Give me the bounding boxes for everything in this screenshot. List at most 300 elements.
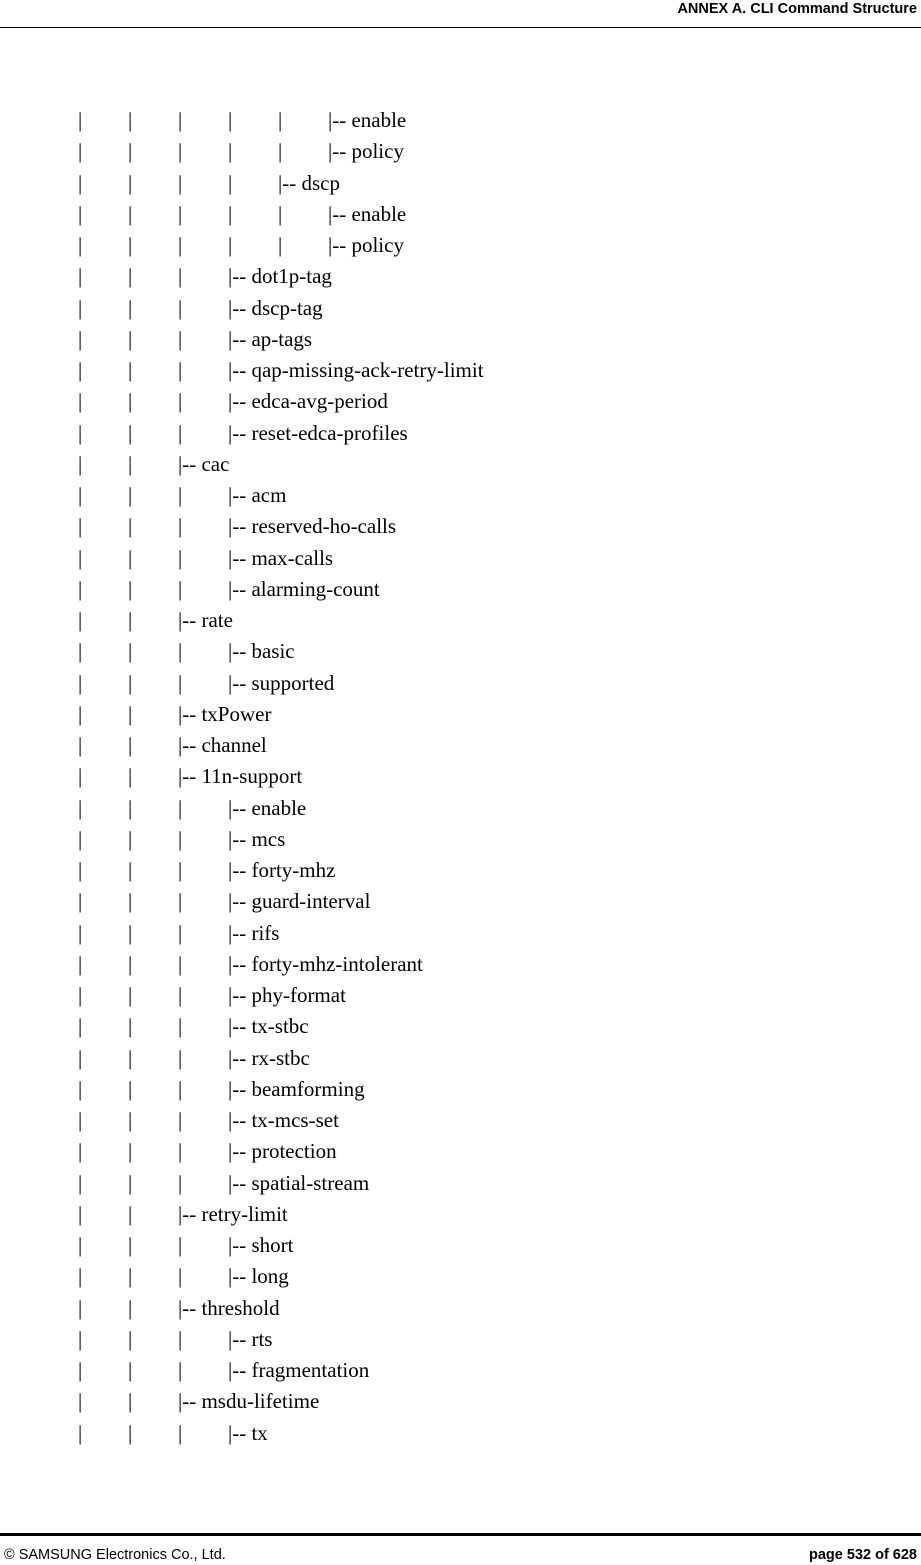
tree-branch-glyph: | [78, 326, 83, 351]
tree-branch-glyph: | [78, 264, 83, 289]
tree-branch-glyph: | [78, 545, 83, 570]
tree-node-label: protection [251, 1139, 337, 1164]
tree-node-prefix: |-- [228, 514, 252, 539]
tree-node-prefix: |-- [228, 983, 252, 1007]
tree-node [228, 1077, 365, 1101]
tree-branch-glyph: | [78, 608, 83, 632]
tree-node-label: alarming-count [251, 576, 380, 601]
tree-node-label: rifs [251, 920, 280, 945]
tree-node-label: basic [251, 639, 295, 664]
tree-node-label: rate [201, 608, 233, 632]
footer-page-number: page 532 of 628 [809, 1547, 917, 1563]
tree-node [228, 983, 346, 1007]
tree-node [228, 639, 295, 663]
tree-branch-glyph: | [128, 826, 133, 851]
tree-node-label: long [251, 1264, 289, 1289]
tree-branch-glyph: | [178, 139, 183, 164]
tree-node [228, 889, 370, 913]
tree-branch-glyph: | [78, 1326, 83, 1351]
tree-branch-glyph: | [178, 983, 183, 1007]
tree-node-prefix: |-- [228, 545, 252, 570]
tree-node-prefix: |-- [178, 608, 202, 632]
tree-node-prefix: |-- [228, 1045, 252, 1070]
tree-branch-glyph: | [78, 576, 83, 601]
tree-node-label: max-calls [251, 545, 334, 570]
tree-branch-glyph: | [78, 889, 83, 914]
tree-branch-glyph: | [228, 201, 233, 226]
tree-line [0, 886, 921, 917]
tree-line [0, 199, 921, 230]
tree-branch-glyph: | [78, 1108, 83, 1132]
tree-branch-glyph: | [128, 701, 133, 726]
tree-branch-glyph: | [78, 858, 83, 882]
tree-line [0, 355, 921, 386]
tree-branch-glyph: | [78, 1295, 83, 1320]
tree-node-prefix: |-- [228, 1358, 252, 1382]
tree-branch-glyph: | [128, 639, 133, 664]
tree-branch-glyph: | [228, 170, 233, 195]
tree-branch-glyph: | [178, 1045, 183, 1070]
tree-branch-glyph: | [178, 889, 183, 914]
tree-node-prefix: |-- [178, 1389, 202, 1414]
tree-line [0, 824, 921, 855]
tree-line [0, 480, 921, 511]
tree-branch-glyph: | [78, 951, 83, 976]
tree-branch-glyph: | [128, 483, 133, 507]
tree-branch-glyph: | [178, 670, 183, 695]
tree-branch-glyph: | [78, 389, 83, 414]
tree-line [0, 668, 921, 699]
tree-branch-glyph: | [78, 1358, 83, 1382]
tree-branch-glyph: | [78, 1420, 83, 1445]
tree-node-label: 11n-support [201, 764, 303, 789]
tree-node-prefix: |-- [228, 358, 252, 382]
tree-line [0, 1386, 921, 1417]
tree-branch-glyph: | [128, 358, 133, 382]
tree-branch-glyph: | [228, 108, 233, 132]
tree-node [178, 608, 233, 632]
tree-node-prefix: |-- [228, 889, 252, 914]
tree-node [228, 1264, 289, 1288]
tree-branch-glyph: | [278, 201, 283, 226]
tree-branch-glyph: | [178, 951, 183, 976]
tree-branch-glyph: | [178, 201, 183, 226]
tree-branch-glyph: | [78, 1076, 83, 1101]
tree-node-prefix: |-- [228, 1264, 252, 1289]
tree-line [0, 511, 921, 542]
tree-branch-glyph: | [178, 170, 183, 195]
tree-branch-glyph: | [178, 1076, 183, 1101]
tree-branch-glyph: | [78, 670, 83, 695]
tree-branch-glyph: | [78, 451, 83, 476]
tree-node-prefix: |-- [228, 858, 252, 882]
tree-node [228, 1421, 268, 1445]
tree-node-label: enable [251, 795, 307, 820]
tree-node-prefix: |-- [228, 1326, 252, 1351]
tree-node [228, 796, 306, 820]
tree-node-label: txPower [201, 701, 272, 726]
tree-node [228, 546, 333, 570]
tree-branch-glyph: | [128, 1358, 133, 1382]
tree-node [228, 296, 323, 320]
tree-node [228, 1108, 339, 1132]
tree-branch-glyph: | [178, 1108, 183, 1132]
tree-branch-glyph: | [178, 1264, 183, 1289]
tree-line [0, 793, 921, 824]
tree-node [328, 139, 404, 163]
tree-node-prefix: |-- [328, 201, 352, 226]
tree-line [0, 1418, 921, 1449]
tree-branch-glyph: | [178, 1170, 183, 1195]
tree-branch-glyph: | [128, 389, 133, 414]
tree-branch-glyph: | [228, 139, 233, 164]
tree-node-label: threshold [201, 1295, 280, 1320]
tree-branch-glyph: | [78, 295, 83, 320]
tree-node [228, 671, 334, 695]
tree-node-prefix: |-- [228, 1108, 252, 1132]
tree-node-prefix: |-- [228, 920, 252, 945]
tree-branch-glyph: | [178, 295, 183, 320]
tree-branch-glyph: | [128, 1014, 133, 1039]
tree-branch-glyph: | [78, 483, 83, 507]
tree-branch-glyph: | [128, 1326, 133, 1351]
tree-branch-glyph: | [178, 639, 183, 664]
tree-line [0, 699, 921, 730]
tree-node-prefix: |-- [278, 170, 302, 195]
tree-branch-glyph: | [78, 1170, 83, 1195]
tree-node-label: spatial-stream [251, 1170, 370, 1195]
tree-branch-glyph: | [128, 170, 133, 195]
tree-node [228, 327, 312, 351]
tree-branch-glyph: | [78, 983, 83, 1007]
tree-node [228, 389, 388, 413]
tree-node [228, 1046, 310, 1070]
tree-line [0, 1011, 921, 1042]
tree-branch-glyph: | [128, 1264, 133, 1289]
tree-line [0, 1293, 921, 1324]
footer-copyright: © SAMSUNG Electronics Co., Ltd. [4, 1547, 226, 1563]
tree-node-label: cac [201, 451, 230, 476]
tree-node [228, 827, 285, 851]
tree-node [328, 233, 404, 257]
tree-line [0, 261, 921, 292]
tree-line [0, 605, 921, 636]
tree-branch-glyph: | [128, 1233, 133, 1257]
tree-branch-glyph: | [128, 326, 133, 351]
tree-branch-glyph: | [78, 1201, 83, 1226]
tree-node-label: dscp [301, 170, 340, 195]
tree-branch-glyph: | [128, 545, 133, 570]
tree-line [0, 761, 921, 792]
tree-branch-glyph: | [178, 358, 183, 382]
tree-node [228, 358, 484, 382]
tree-node-prefix: |-- [228, 1170, 252, 1195]
tree-node-label: policy [351, 233, 404, 257]
tree-branch-glyph: | [178, 108, 183, 132]
tree-branch-glyph: | [128, 733, 133, 757]
tree-branch-glyph: | [178, 1139, 183, 1164]
tree-branch-glyph: | [78, 1389, 83, 1414]
tree-branch-glyph: | [128, 1076, 133, 1101]
tree-node-prefix: |-- [228, 639, 252, 664]
tree-branch-glyph: | [78, 826, 83, 851]
tree-line [0, 730, 921, 761]
tree-branch-glyph: | [78, 420, 83, 445]
tree-node-prefix: |-- [228, 670, 252, 695]
tree-branch-glyph: | [128, 1420, 133, 1445]
tree-line [0, 105, 921, 136]
tree-branch-glyph: | [128, 295, 133, 320]
tree-node [228, 577, 380, 601]
tree-node [228, 1327, 272, 1351]
tree-line [0, 293, 921, 324]
tree-line [0, 1136, 921, 1167]
tree-node-prefix: |-- [228, 420, 252, 445]
tree-line [0, 574, 921, 605]
tree-node-prefix: |-- [228, 1233, 252, 1257]
tree-node-label: fragmentation [251, 1358, 370, 1382]
tree-node [228, 1358, 369, 1382]
tree-node [328, 108, 406, 132]
tree-node-label: tx-stbc [251, 1014, 309, 1039]
tree-branch-glyph: | [128, 576, 133, 601]
tree-node [278, 171, 340, 195]
tree-node-prefix: |-- [228, 1014, 252, 1039]
tree-node-prefix: |-- [228, 1420, 252, 1445]
tree-branch-glyph: | [128, 1295, 133, 1320]
tree-branch-glyph: | [78, 795, 83, 820]
tree-branch-glyph: | [78, 1139, 83, 1164]
tree-branch-glyph: | [278, 233, 283, 257]
tree-node-label: forty-mhz-intolerant [251, 951, 423, 976]
tree-node [178, 702, 271, 726]
tree-branch-glyph: | [128, 670, 133, 695]
tree-node-prefix: |-- [228, 1139, 252, 1164]
tree-line [0, 168, 921, 199]
tree-node [228, 858, 335, 882]
tree-line [0, 1355, 921, 1386]
tree-branch-glyph: | [128, 420, 133, 445]
tree-node-prefix: |-- [228, 826, 252, 851]
tree-branch-glyph: | [128, 608, 133, 632]
tree-node-label: phy-format [251, 983, 346, 1007]
tree-branch-glyph: | [128, 233, 133, 257]
tree-branch-glyph: | [128, 264, 133, 289]
tree-line [0, 1199, 921, 1230]
tree-branch-glyph: | [128, 889, 133, 914]
tree-node-label: acm [251, 483, 287, 507]
tree-node-label: guard-interval [251, 889, 371, 914]
tree-node-prefix: |-- [228, 1076, 252, 1101]
tree-node [228, 1139, 337, 1163]
tree-branch-glyph: | [128, 858, 133, 882]
tree-branch-glyph: | [128, 1139, 133, 1164]
tree-node [178, 764, 302, 788]
tree-node-label: reserved-ho-calls [251, 514, 397, 539]
tree-node [178, 452, 229, 476]
tree-node [228, 264, 332, 288]
tree-node-prefix: |-- [178, 733, 202, 757]
tree-node-label: dot1p-tag [251, 264, 332, 289]
tree-line [0, 918, 921, 949]
tree-branch-glyph: | [128, 451, 133, 476]
tree-line [0, 1324, 921, 1355]
tree-node [228, 483, 286, 507]
tree-branch-glyph: | [178, 1233, 183, 1257]
tree-node-prefix: |-- [178, 1295, 202, 1320]
tree-branch-glyph: | [128, 139, 133, 164]
tree-line [0, 1168, 921, 1199]
tree-node-label: dscp-tag [251, 295, 323, 320]
tree-node-label: tx [251, 1420, 268, 1445]
tree-node [178, 733, 267, 757]
tree-node-label: qap-missing-ack-retry-limit [251, 358, 484, 382]
tree-node-label: short [251, 1233, 294, 1257]
tree-branch-glyph: | [178, 920, 183, 945]
tree-line [0, 418, 921, 449]
tree-line [0, 855, 921, 886]
tree-branch-glyph: | [128, 201, 133, 226]
tree-line [0, 543, 921, 574]
tree-node [228, 1014, 309, 1038]
tree-line [0, 1074, 921, 1105]
tree-node-label: enable [351, 108, 407, 132]
tree-branch-glyph: | [78, 514, 83, 539]
tree-node-prefix: |-- [228, 389, 252, 414]
running-header-title: ANNEX A. CLI Command Structure [677, 1, 917, 17]
tree-node-label: reset-edca-profiles [251, 420, 408, 445]
tree-branch-glyph: | [128, 1170, 133, 1195]
tree-node-prefix: |-- [228, 951, 252, 976]
tree-branch-glyph: | [78, 639, 83, 664]
tree-branch-glyph: | [178, 483, 183, 507]
tree-branch-glyph: | [78, 358, 83, 382]
tree-node-label: policy [351, 139, 404, 164]
tree-branch-glyph: | [78, 920, 83, 945]
tree-branch-glyph: | [78, 139, 83, 164]
tree-branch-glyph: | [178, 326, 183, 351]
tree-branch-glyph: | [178, 576, 183, 601]
tree-line [0, 386, 921, 417]
tree-branch-glyph: | [128, 1045, 133, 1070]
tree-branch-glyph: | [128, 983, 133, 1007]
tree-branch-glyph: | [78, 108, 83, 132]
tree-branch-glyph: | [128, 514, 133, 539]
tree-node [228, 921, 279, 945]
tree-branch-glyph: | [78, 233, 83, 257]
tree-line [0, 1230, 921, 1261]
tree-branch-glyph: | [178, 826, 183, 851]
tree-branch-glyph: | [128, 108, 133, 132]
tree-branch-glyph: | [78, 1233, 83, 1257]
tree-node-prefix: |-- [178, 764, 202, 789]
tree-node-label: rts [251, 1326, 273, 1351]
footer-divider [0, 1533, 921, 1536]
tree-branch-glyph: | [128, 920, 133, 945]
tree-node-prefix: |-- [328, 233, 352, 257]
tree-node-label: mcs [251, 826, 286, 851]
tree-branch-glyph: | [128, 1389, 133, 1414]
tree-node-prefix: |-- [178, 701, 202, 726]
tree-node-prefix: |-- [228, 264, 252, 289]
tree-node-label: beamforming [251, 1076, 365, 1101]
tree-node-label: retry-limit [201, 1201, 288, 1226]
tree-branch-glyph: | [78, 201, 83, 226]
tree-node-label: msdu-lifetime [201, 1389, 320, 1414]
cli-command-tree [0, 105, 921, 1449]
tree-line [0, 1043, 921, 1074]
tree-branch-glyph: | [128, 1108, 133, 1132]
tree-branch-glyph: | [128, 764, 133, 789]
tree-node [228, 1171, 369, 1195]
tree-node-prefix: |-- [228, 295, 252, 320]
tree-node-prefix: |-- [228, 483, 252, 507]
tree-branch-glyph: | [178, 545, 183, 570]
tree-branch-glyph: | [78, 701, 83, 726]
tree-line [0, 636, 921, 667]
tree-branch-glyph: | [178, 1326, 183, 1351]
tree-branch-glyph: | [178, 233, 183, 257]
tree-line [0, 136, 921, 167]
tree-branch-glyph: | [128, 795, 133, 820]
tree-branch-glyph: | [128, 1201, 133, 1226]
tree-branch-glyph: | [78, 1014, 83, 1039]
tree-node-label: channel [201, 733, 267, 757]
tree-line [0, 980, 921, 1011]
tree-branch-glyph: | [178, 389, 183, 414]
tree-line [0, 1261, 921, 1292]
tree-node-label: tx-mcs-set [251, 1108, 339, 1132]
tree-line [0, 324, 921, 355]
tree-branch-glyph: | [178, 420, 183, 445]
tree-node-label: supported [251, 670, 335, 695]
tree-node-prefix: |-- [228, 795, 252, 820]
tree-node [178, 1296, 280, 1320]
tree-node-prefix: |-- [178, 1201, 202, 1226]
tree-branch-glyph: | [178, 1358, 183, 1382]
tree-branch-glyph: | [178, 795, 183, 820]
tree-branch-glyph: | [278, 108, 283, 132]
tree-node [228, 1233, 293, 1257]
tree-branch-glyph: | [228, 233, 233, 257]
tree-node-prefix: |-- [228, 576, 252, 601]
tree-branch-glyph: | [178, 264, 183, 289]
tree-branch-glyph: | [128, 951, 133, 976]
tree-node-prefix: |-- [328, 139, 352, 164]
tree-node [178, 1389, 319, 1413]
header-divider [0, 27, 921, 28]
tree-node-prefix: |-- [328, 108, 352, 132]
tree-node [328, 202, 406, 226]
tree-node-label: enable [351, 201, 407, 226]
tree-line [0, 230, 921, 261]
tree-node-prefix: |-- [178, 451, 202, 476]
tree-node-label: rx-stbc [251, 1045, 310, 1070]
tree-node-label: ap-tags [251, 326, 313, 351]
tree-branch-glyph: | [278, 139, 283, 164]
tree-branch-glyph: | [78, 1045, 83, 1070]
tree-branch-glyph: | [78, 1264, 83, 1289]
tree-line [0, 949, 921, 980]
tree-branch-glyph: | [178, 858, 183, 882]
tree-node-prefix: |-- [228, 326, 252, 351]
tree-node [178, 1202, 288, 1226]
tree-node [228, 952, 423, 976]
tree-branch-glyph: | [78, 170, 83, 195]
tree-branch-glyph: | [78, 733, 83, 757]
tree-node-label: edca-avg-period [251, 389, 388, 414]
tree-line [0, 449, 921, 480]
